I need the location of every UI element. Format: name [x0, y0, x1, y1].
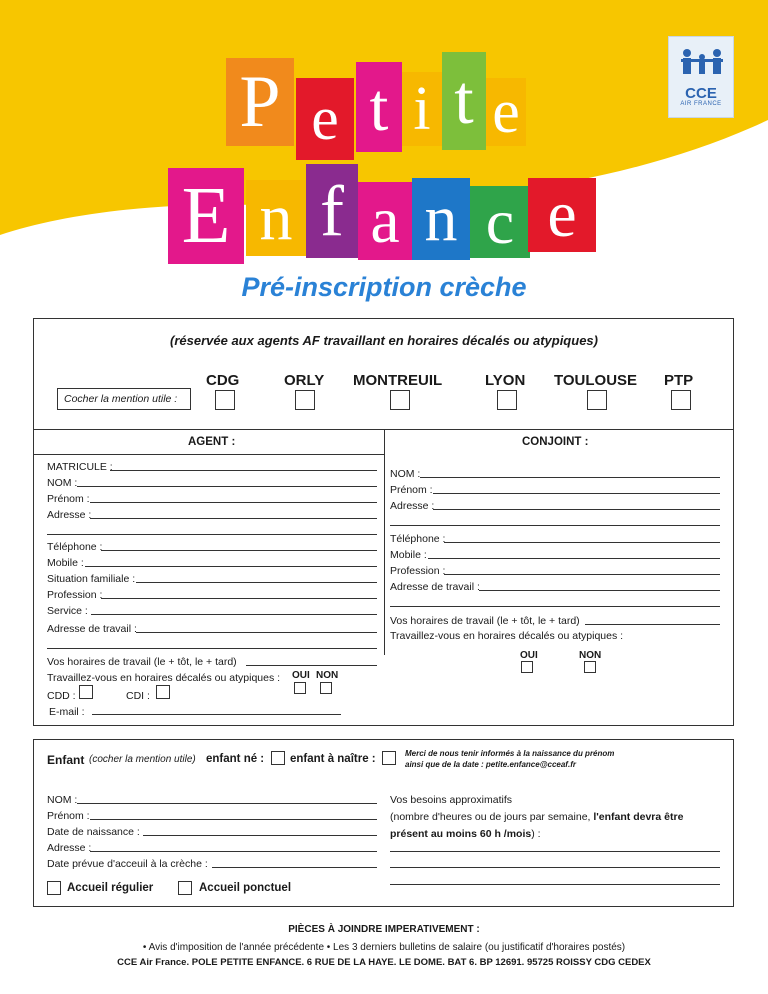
title-letter: c [470, 186, 530, 258]
agent-telephone-field[interactable] [101, 550, 377, 551]
agent-adresse-field[interactable] [90, 518, 377, 519]
enfant-a-naitre-checkbox[interactable] [382, 751, 396, 765]
enfant-adresse-field[interactable] [90, 851, 377, 852]
conjoint-oui-checkbox[interactable] [521, 661, 533, 673]
title-letter: e [486, 78, 526, 146]
agent-cdd-label: CDD : [47, 690, 76, 702]
conjoint-non-label: NON [579, 650, 602, 661]
conjoint-mobile-field[interactable] [428, 558, 720, 559]
enfant-label: Enfant [47, 753, 85, 767]
site-checkbox[interactable] [215, 390, 235, 410]
conjoint-non-checkbox[interactable] [584, 661, 596, 673]
conjoint-profession-label: Profession : [390, 565, 446, 577]
agent-profession-field[interactable] [101, 598, 377, 599]
agent-non-label: NON [316, 670, 339, 681]
title-letter: n [246, 180, 306, 256]
enfant-prenom-field[interactable] [90, 819, 377, 820]
enfant-ne-checkbox[interactable] [271, 751, 285, 765]
agent-matricule-field[interactable] [110, 470, 377, 471]
footer-address: CCE Air France. POLE PETITE ENFANCE. 6 RUE DE LA HAYE. LE DOME. BAT 6. BP 12691. 95725 ROISSY CDG CEDEX [117, 957, 651, 968]
agent-adresse-label: Adresse : [47, 509, 92, 521]
agent-mobile-label: Mobile : [47, 557, 84, 569]
enfant-accueil-date-field[interactable] [212, 867, 377, 868]
accueil-ponctuel-label: Accueil ponctuel [199, 882, 292, 894]
enfant-nom-field[interactable] [77, 803, 377, 804]
conjoint-travaillez-label: Travaillez-vous en horaires décalés ou atypiques : [390, 630, 624, 642]
enfant-a-naitre-label: enfant à naître : [290, 753, 376, 765]
site-label: CDG [206, 372, 240, 389]
conjoint-nom-label: NOM : [390, 468, 421, 480]
agent-telephone-label: Téléphone : [47, 541, 103, 553]
agent-mobile-field[interactable] [85, 566, 377, 567]
enfant-note-line1: Merci de nous tenir informés à la naissance du prénom [405, 749, 615, 758]
title-letter: E [168, 168, 244, 264]
site-hint: Cocher la mention utile : [64, 393, 178, 405]
enfant-nom-label: NOM : [47, 794, 78, 806]
cce-logo [668, 36, 734, 118]
agent-header-rule [33, 454, 384, 455]
conjoint-header-rule [384, 429, 734, 430]
conjoint-horaires-field[interactable] [585, 624, 720, 625]
agent-horaires-field[interactable] [246, 665, 377, 666]
agent-cdi-label: CDI : [126, 690, 150, 702]
agent-adresse-travail-field-2[interactable] [47, 648, 377, 649]
conjoint-adresse-travail-field[interactable] [479, 590, 720, 591]
agent-situation-field[interactable] [136, 582, 377, 583]
site-checkbox[interactable] [587, 390, 607, 410]
conjoint-prenom-label: Prénom : [390, 484, 433, 496]
enfant-hint: (cocher la mention utile) [89, 754, 196, 765]
accueil-ponctuel-checkbox[interactable] [178, 881, 192, 895]
enfant-ne-label: enfant né : [206, 753, 265, 765]
site-checkbox[interactable] [390, 390, 410, 410]
page-subtitle: Pré-inscription crèche [241, 272, 527, 302]
besoins-line1-text: (nombre d'heures ou de jours par semaine, [390, 811, 594, 823]
site-checkbox[interactable] [497, 390, 517, 410]
family-icon [669, 41, 735, 85]
site-checkbox[interactable] [295, 390, 315, 410]
site-checkbox[interactable] [671, 390, 691, 410]
agent-nom-field[interactable] [77, 486, 377, 487]
conjoint-adresse-travail-field-2[interactable] [390, 606, 720, 607]
besoins-field[interactable] [390, 884, 720, 885]
conjoint-horaires-label: Vos horaires de travail (le + tôt, le + tard) [390, 615, 580, 627]
besoins-line2-bold: présent au moins 60 h /mois [390, 828, 532, 840]
logo-subtitle: AIR FRANCE [680, 101, 722, 107]
agent-service-field[interactable] [91, 614, 377, 615]
conjoint-prenom-field[interactable] [433, 493, 720, 494]
conjoint-profession-field[interactable] [444, 574, 720, 575]
intro-text: (réservée aux agents AF travaillant en horaires décalés ou atypiques) [170, 333, 598, 348]
title-letter: i [402, 72, 442, 146]
site-label: TOULOUSE [554, 372, 638, 389]
conjoint-nom-field[interactable] [420, 477, 720, 478]
agent-adresse-travail-field[interactable] [136, 632, 377, 633]
conjoint-telephone-label: Téléphone : [390, 533, 446, 545]
site-label: ORLY [284, 372, 325, 389]
agent-service-label: Service : [47, 605, 88, 617]
logo-name: CCE [685, 85, 717, 102]
conjoint-heading: CONJOINT : [522, 436, 589, 448]
title-letter: P [226, 58, 294, 146]
title-letter: e [296, 78, 354, 160]
title-letter: n [412, 178, 470, 260]
agent-matricule-label: MATRICULE : [47, 461, 113, 473]
agent-situation-label: Situation familiale : [47, 573, 136, 585]
agent-email-label: E-mail : [49, 706, 85, 718]
conjoint-telephone-field[interactable] [444, 542, 720, 543]
agent-adresse-travail-label: Adresse de travail : [47, 623, 137, 635]
agent-travaillez-label: Travaillez-vous en horaires décalés ou atypiques : [47, 672, 281, 684]
conjoint-adresse-label: Adresse : [390, 500, 435, 512]
agent-cdi-checkbox[interactable] [156, 685, 170, 699]
besoins-line2-text: ) : [531, 828, 541, 840]
enfant-note-line2: ainsi que de la date : petite.enfance@cceaf.fr [405, 760, 576, 769]
enfant-accueil-date-label: Date prévue d'acceuil à la crèche : [47, 858, 208, 870]
conjoint-adresse-field[interactable] [433, 509, 720, 510]
besoins-field[interactable] [390, 867, 720, 868]
conjoint-adresse-field-2[interactable] [390, 525, 720, 526]
accueil-regulier-label: Accueil régulier [67, 882, 154, 894]
pieces-list: • Avis d'imposition de l'année précédente • Les 3 derniers bulletins de salaire (ou justificatif d'horaires postés) [142, 942, 626, 953]
agent-email-field[interactable] [92, 714, 341, 715]
title-letter: f [306, 164, 358, 258]
title-letter: a [358, 182, 412, 260]
agent-nom-label: NOM : [47, 477, 78, 489]
besoins-field[interactable] [390, 851, 720, 852]
column-divider [384, 429, 385, 655]
besoins-line2 [390, 828, 541, 840]
agent-prenom-field[interactable] [90, 502, 377, 503]
title-letter: t [356, 62, 402, 152]
agent-non-checkbox[interactable] [320, 682, 332, 694]
pieces-heading: PIÈCES À JOINDRE IMPERATIVEMENT : [288, 924, 480, 935]
site-label: LYON [485, 372, 526, 389]
enfant-prenom-label: Prénom : [47, 810, 90, 822]
besoins-line1-bold: l'enfant devra être [593, 811, 684, 823]
agent-adresse-field-2[interactable] [47, 534, 377, 535]
agent-header-rule [33, 429, 384, 430]
site-label: PTP [664, 372, 694, 389]
besoins-title: Vos besoins approximatifs [390, 794, 512, 806]
enfant-naissance-label: Date de naissance : [47, 826, 140, 838]
conjoint-mobile-label: Mobile : [390, 549, 427, 561]
enfant-naissance-field[interactable] [143, 835, 377, 836]
agent-prenom-label: Prénom : [47, 493, 90, 505]
agent-oui-checkbox[interactable] [294, 682, 306, 694]
title-letter: t [442, 52, 486, 150]
accueil-regulier-checkbox[interactable] [47, 881, 61, 895]
title-letter: e [528, 178, 596, 252]
agent-cdd-checkbox[interactable] [79, 685, 93, 699]
site-label: MONTREUIL [353, 372, 443, 389]
agent-profession-label: Profession : [47, 589, 103, 601]
agent-heading: AGENT : [188, 436, 236, 448]
enfant-adresse-label: Adresse : [47, 842, 92, 854]
besoins-line1 [390, 811, 683, 823]
conjoint-oui-label: OUI [520, 650, 538, 661]
agent-oui-label: OUI [292, 670, 310, 681]
conjoint-adresse-travail-label: Adresse de travail : [390, 581, 480, 593]
agent-horaires-label: Vos horaires de travail (le + tôt, le + tard) [47, 656, 237, 668]
